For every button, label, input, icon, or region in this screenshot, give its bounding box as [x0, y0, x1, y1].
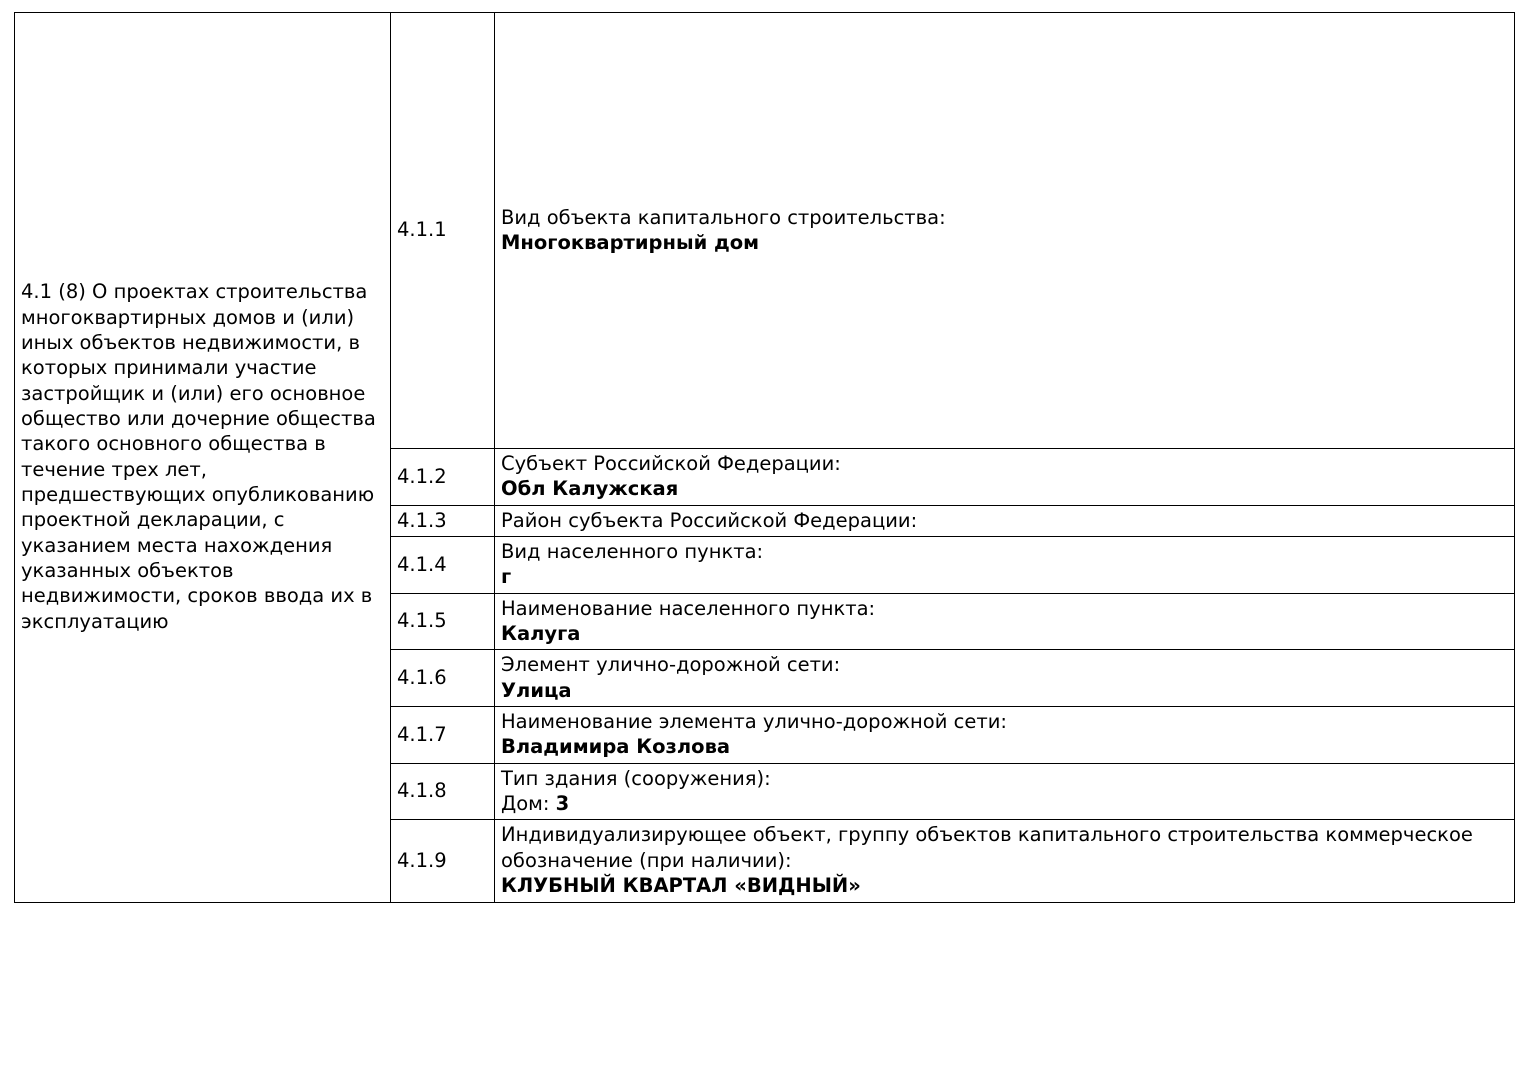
row-number: 4.1.4: [391, 537, 495, 594]
row-question: Наименование элемента улично-дорожной сети:: [501, 710, 1007, 734]
row-question: Вид населенного пункта:: [501, 540, 764, 564]
table-body: [15, 13, 1515, 903]
row-number: 4.1.9: [391, 820, 495, 902]
row-value: [495, 820, 1515, 902]
row-answer-line: [501, 791, 1508, 816]
row-answer: г: [501, 565, 512, 589]
row-number: 4.1.7: [391, 707, 495, 764]
section-label-cell: [15, 13, 391, 903]
row-value: [495, 449, 1515, 506]
row-answer: КЛУБНЫЙ КВАРТАЛ «ВИДНЫЙ»: [501, 874, 861, 898]
row-question: Индивидуализирующее объект, группу объектов капитального строительства коммерческое обозначение (при наличии):: [501, 823, 1473, 872]
row-value: [495, 763, 1515, 820]
declaration-table: [14, 12, 1515, 903]
row-number: 4.1.6: [391, 650, 495, 707]
row-answer: 3: [555, 792, 570, 816]
row-value: [495, 650, 1515, 707]
table-row: [15, 13, 1515, 449]
row-value: [495, 505, 1515, 536]
row-value: [495, 13, 1515, 449]
row-number: 4.1.3: [391, 505, 495, 536]
row-question: Тип здания (сооружения):: [501, 766, 771, 790]
row-answer: Многоквартирный дом: [501, 231, 760, 254]
row-number: 4.1.8: [391, 763, 495, 820]
row-value: [495, 537, 1515, 594]
row-answer: Калуга: [501, 622, 581, 646]
row-value: [495, 707, 1515, 764]
row-value: [495, 593, 1515, 650]
row-answer-prefix: Дом:: [501, 792, 556, 816]
row-answer: Владимира Козлова: [501, 735, 731, 759]
row-number: 4.1.1: [391, 13, 495, 449]
row-answer: Улица: [501, 678, 572, 702]
row-answer: Обл Калужская: [501, 477, 679, 501]
row-question: Район субъекта Российской Федерации:: [501, 508, 918, 532]
row-question: Субъект Российской Федерации:: [501, 452, 841, 475]
section-label-text: 4.1 (8) О проектах строительства многоквартирных домов и (или) иных объектов недвижимости, в которых принимали участие застройщик и (или) его основное общество или дочерние общества такого основного общества в течение трех лет, предшествующих опубликованию проектной декларации, с указанием места нахождения указанных объектов недвижимости, сроков ввода их в эксплуатацию: [21, 280, 376, 633]
row-question: Наименование населенного пункта:: [501, 596, 876, 620]
row-number: 4.1.2: [391, 449, 495, 506]
row-number: 4.1.5: [391, 593, 495, 650]
row-question: Элемент улично-дорожной сети:: [501, 653, 841, 677]
row-question: Вид объекта капитального строительства:: [501, 205, 946, 229]
